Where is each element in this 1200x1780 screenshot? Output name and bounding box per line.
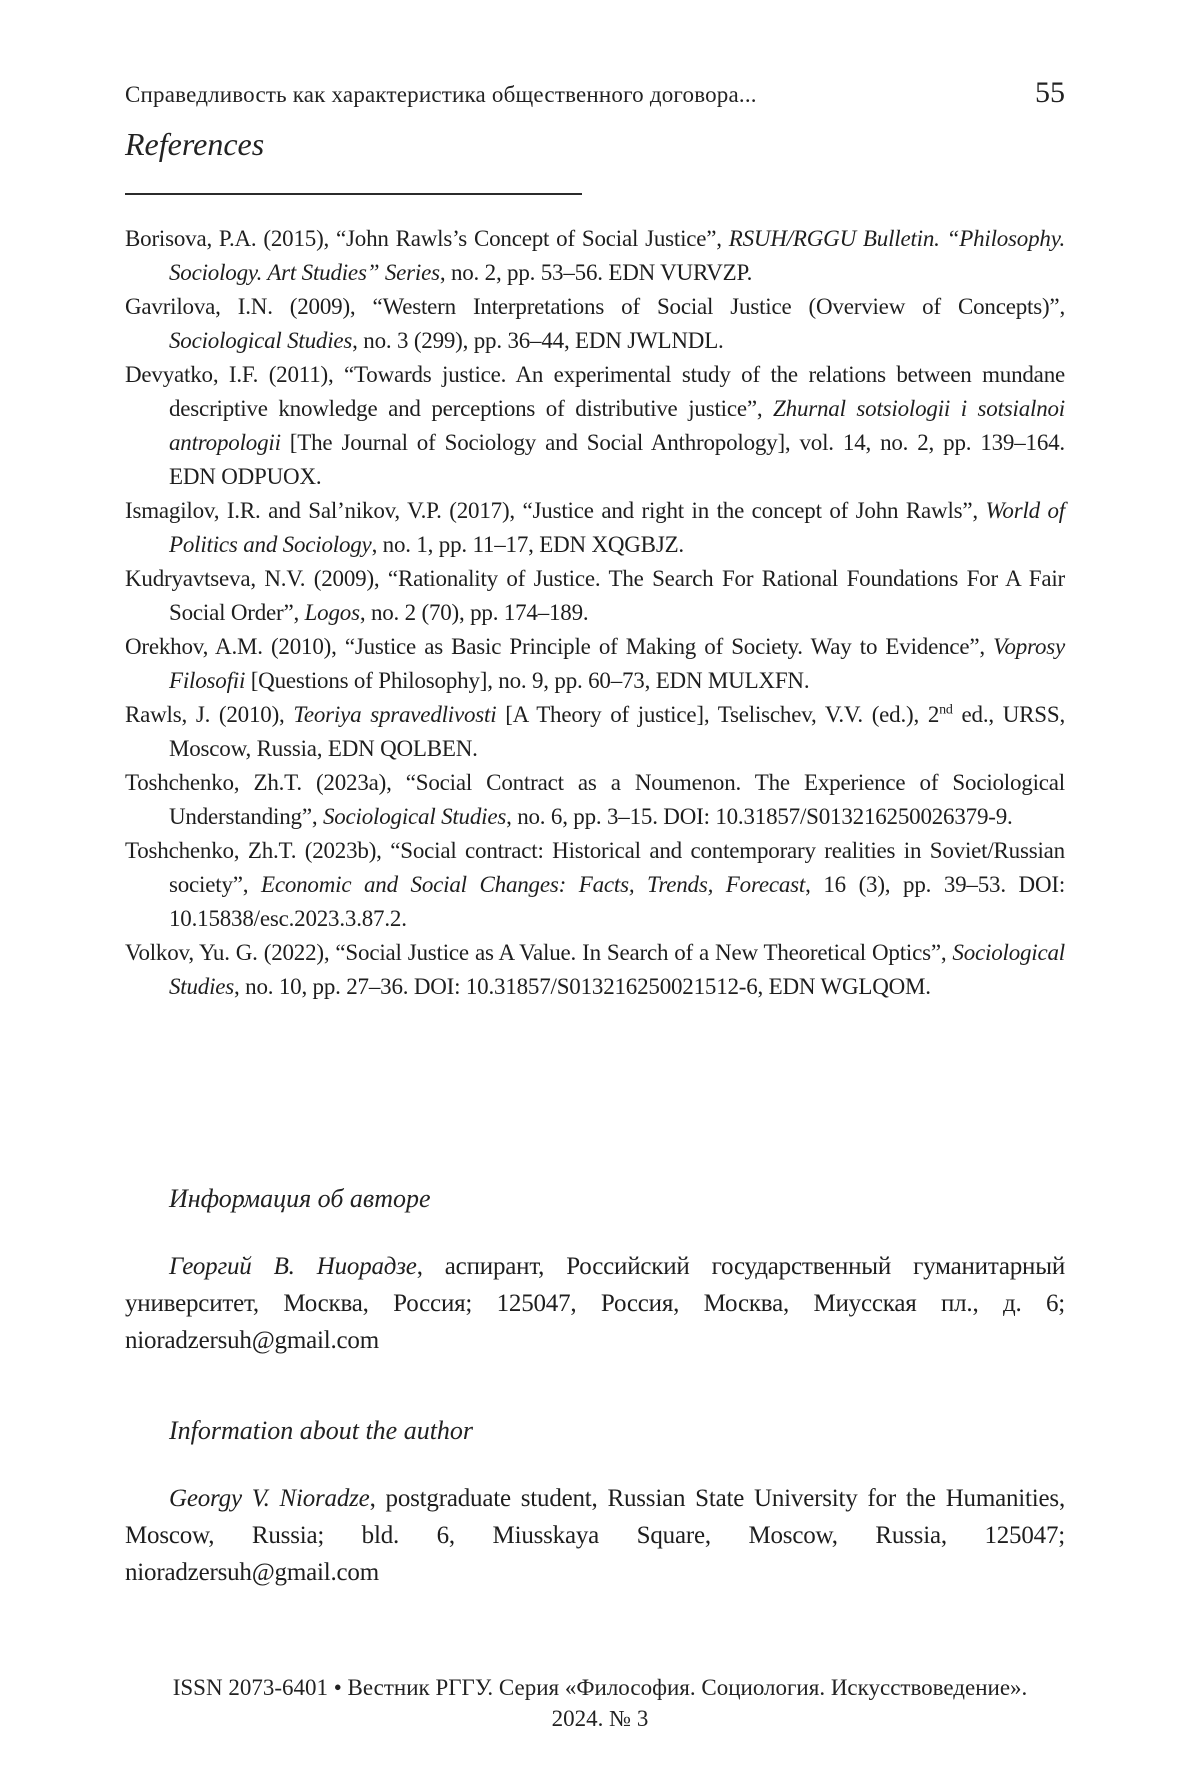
reference-text: , no. 6, pp. 3–15. DOI: 10.31857/S013216250026379-9. [506, 804, 1013, 829]
reference-item [125, 290, 1065, 358]
reference-item [125, 936, 1065, 1004]
reference-source-title: Sociological Studies [169, 328, 353, 353]
author-info-ru [125, 1184, 1065, 1359]
footer-issue-line: 2024. № 3 [551, 1706, 649, 1731]
author-info-en-heading: Information about the author [169, 1416, 474, 1445]
reference-source-title: Voprosy Filosofii [169, 634, 1065, 693]
reference-source-title: Teoriya spravedlivosti [293, 702, 497, 727]
reference-text: , no. 3 (299), pp. 36–44, EDN JWLNDL. [352, 328, 724, 353]
reference-text: , no. 1, pp. 11–17, EDN XQGBJZ. [371, 532, 684, 557]
author-name-en: Georgy V. Nioradze [169, 1485, 370, 1512]
reference-text: Orekhov, A.M. (2010), “Justice as Basic Principle of Making of Society. Way to Evidence”, [125, 634, 994, 659]
reference-text: Borisova, P.A. (2015), “John Rawls’s Concept of Social Justice”, [125, 226, 729, 251]
reference-text: , 16 (3), pp. 39–53. DOI: 10.15838/esc.2023.3.87.2. [169, 872, 1066, 931]
reference-text: , no. 2 (70), pp. 174–189. [359, 600, 589, 625]
reference-text: Rawls, J. (2010), [125, 702, 294, 727]
reference-text: Gavrilova, I.N. (2009), “Western Interpretations of Social Justice (Overview of Concepts)”, [125, 294, 1065, 319]
reference-text: , no. 2, pp. 53–56. EDN VURVZP. [439, 260, 753, 285]
reference-source-title: RSUH/RGGU Bulletin. “Philosophy. Sociology. Art Studies” Series [169, 226, 1065, 285]
journal-footer [70, 1672, 1130, 1734]
footer-issn-line: ISSN 2073-6401 • Вестник РГГУ. Серия «Философия. Социология. Искусствоведение». [172, 1675, 1028, 1700]
reference-source-title: Sociological Studies [169, 940, 1065, 999]
reference-source-title: Logos [304, 600, 360, 625]
references-heading: References [125, 126, 265, 162]
reference-item [125, 562, 1065, 630]
reference-text: [The Journal of Sociology and Social Anthropology], vol. 14, no. 2, pp. 139–164. EDN ODPUOX. [169, 430, 1065, 489]
reference-text: Kudryavtseva, N.V. (2009), “Rationality of Justice. The Search For Rational Foundations For A Fair Social Order”, [125, 566, 1065, 625]
reference-text: [A Theory of justice], Tselischev, V.V. (ed.), 2 [496, 702, 940, 727]
reference-text: Devyatko, I.F. (2011), “Towards justice. An experimental study of the relations between mundane descriptive knowledge and perceptions of distributive justice”, [125, 362, 1065, 421]
reference-text: , no. 10, pp. 27–36. DOI: 10.31857/S013216250021512-6, EDN WGLQOM. [234, 974, 931, 999]
reference-source-title: Economic and Social Changes: Facts, Trends, Forecast [260, 872, 806, 897]
reference-source-title: Sociological Studies [322, 804, 507, 829]
reference-item [125, 766, 1065, 834]
page-number: 55 [1035, 76, 1065, 109]
author-info-en [125, 1416, 1065, 1591]
ordinal-superscript: nd [939, 702, 953, 718]
running-title: Справедливость как характеристика общественного договора... [125, 82, 757, 107]
reference-source-title: World of Politics and Sociology [169, 498, 1066, 557]
running-header [125, 76, 1065, 110]
reference-text: Volkov, Yu. G. (2022), “Social Justice as A Value. In Search of a New Theoretical Optics”, [125, 940, 953, 965]
reference-text: Toshchenko, Zh.T. (2023a), “Social Contract as a Noumenon. The Experience of Sociological Understanding”, [125, 770, 1065, 829]
author-details-en: , postgraduate student, Russian State University for the Humanities, Moscow, Russia; bld. 6, Miusskaya Square, Moscow, Russia, 125047; nioradzersuh@gmail.com [125, 1485, 1066, 1586]
reference-text: Toshchenko, Zh.T. (2023b), “Social contract: Historical and contemporary realities in Soviet/Russian society”, [125, 838, 1065, 897]
reference-item [125, 834, 1065, 936]
reference-item [125, 358, 1065, 494]
reference-source-title: Zhurnal sotsiologii i sotsialnoi antropologii [169, 396, 1066, 455]
author-info-ru-paragraph [125, 1248, 1065, 1359]
reference-item [125, 222, 1065, 290]
reference-item [125, 630, 1065, 698]
reference-item [125, 698, 1065, 766]
author-info-ru-heading: Информация об авторе [169, 1184, 431, 1213]
reference-text: Ismagilov, I.R. and Sal’nikov, V.P. (2017), “Justice and right in the concept of John Rawls”, [125, 498, 986, 523]
reference-text: ed., URSS, Moscow, Russia, EDN QOLBEN. [169, 702, 1065, 761]
author-name-ru: Георгий В. Ниорадзе [169, 1253, 417, 1280]
author-details-ru: , аспирант, Российский государственный гуманитарный университет, Москва, Россия; 125047, Россия, Москва, Миусская пл., д. 6; nioradzersuh@gmail.com [125, 1253, 1065, 1354]
reference-item [125, 494, 1065, 562]
author-info-en-paragraph [125, 1480, 1065, 1591]
references-list [125, 222, 1065, 1004]
heading-rule [125, 193, 582, 195]
reference-text: [Questions of Philosophy], no. 9, pp. 60–73, EDN MULXFN. [245, 668, 810, 693]
